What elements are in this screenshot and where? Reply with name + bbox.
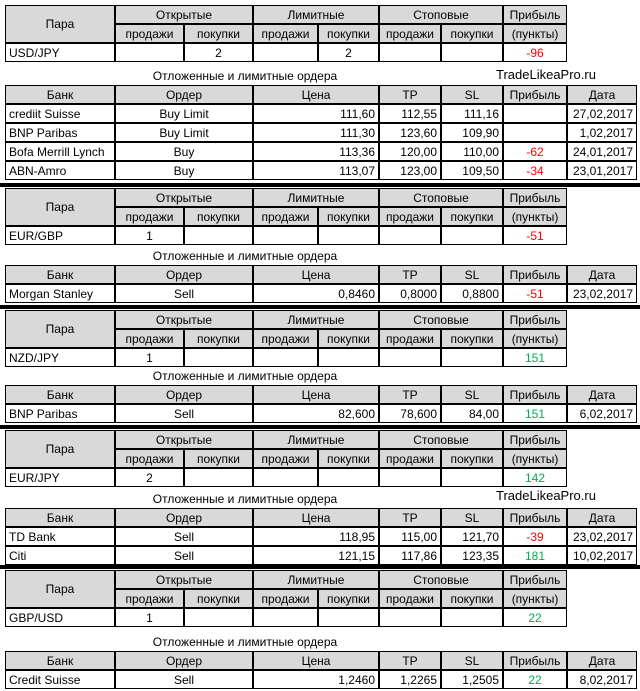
profit-header: Прибыль [503,188,567,207]
stop-header: Стоповые [379,5,503,24]
order-col-sl: SL [441,265,503,284]
sell-subheader: продажи [379,207,441,226]
points-subheader: (пункты) [503,207,567,226]
stop-sell-value [379,226,441,245]
order-profit: -39 [503,527,567,546]
order-col-bank: Банк [5,651,115,670]
watermark-text: TradeLikeaPro.ru [496,67,596,82]
order-tp: 1,2265 [379,670,441,689]
order-date: 23,02,2017 [567,284,637,303]
order-date: 6,02,2017 [567,404,637,423]
order-col-bank: Банк [5,85,115,104]
stop-sell-value [379,608,441,627]
pair-name: EUR/JPY [5,468,115,487]
order-bank: crediit Suisse [5,104,115,123]
order-price: 113,07 [253,161,379,180]
order-sl: 84,00 [441,404,503,423]
limit-buy-value [318,608,379,627]
order-sl: 123,35 [441,546,503,565]
limit-header: Лимитные [253,430,379,449]
sell-subheader: продажи [253,589,318,608]
buy-subheader: покупки [184,449,253,468]
stop-header: Стоповые [379,188,503,207]
open-sell-value [115,43,184,62]
open-buy-value [184,468,253,487]
order-col-price: Цена [253,508,379,527]
points-subheader: (пункты) [503,449,567,468]
pending-orders-title: Отложенные и лимитные ордера [152,634,338,649]
sell-subheader: продажи [379,329,441,348]
sell-subheader: продажи [253,329,318,348]
order-sl: 0,8800 [441,284,503,303]
sell-subheader: продажи [115,207,184,226]
sell-subheader: продажи [253,449,318,468]
order-col-sl: SL [441,85,503,104]
open-sell-value: 1 [115,608,184,627]
buy-subheader: покупки [441,24,503,43]
limit-sell-value [253,348,318,367]
order-sl: 1,2505 [441,670,503,689]
order-type: Buy Limit [115,123,253,142]
pair-profit-value: 151 [503,348,567,367]
buy-subheader: покупки [184,329,253,348]
order-tp: 120,00 [379,142,441,161]
open-sell-value: 2 [115,468,184,487]
profit-header: Прибыль [503,430,567,449]
order-profit: 151 [503,404,567,423]
pair-name: EUR/GBP [5,226,115,245]
order-price: 111,60 [253,104,379,123]
order-col-price: Цена [253,265,379,284]
buy-subheader: покупки [441,207,503,226]
stop-buy-value [441,226,503,245]
limit-sell-value [253,226,318,245]
order-col-date: Дата [567,508,637,527]
order-col-bank: Банк [5,265,115,284]
pair-profit-value: 22 [503,608,567,627]
order-col-price: Цена [253,85,379,104]
buy-subheader: покупки [184,589,253,608]
order-col-tp: TP [379,265,441,284]
order-profit: 22 [503,670,567,689]
order-tp: 112,55 [379,104,441,123]
order-date: 23,02,2017 [567,527,637,546]
order-profit: -51 [503,284,567,303]
limit-sell-value [253,43,318,62]
order-profit: -34 [503,161,567,180]
order-col-date: Дата [567,85,637,104]
open-header: Открытые [115,5,253,24]
order-col-tp: TP [379,85,441,104]
order-type: Sell [115,546,253,565]
order-col-date: Дата [567,651,637,670]
order-tp: 123,60 [379,123,441,142]
order-col-bank: Банк [5,508,115,527]
section-divider [0,565,640,569]
order-col-order: Ордер [115,508,253,527]
limit-header: Лимитные [253,310,379,329]
order-price: 1,2460 [253,670,379,689]
pair-header: Пара [5,188,115,226]
limit-header: Лимитные [253,570,379,589]
sell-subheader: продажи [115,589,184,608]
order-type: Sell [115,404,253,423]
order-col-price: Цена [253,651,379,670]
pair-name: USD/JPY [5,43,115,62]
profit-header: Прибыль [503,570,567,589]
section-divider [0,183,640,187]
stop-sell-value [379,43,441,62]
pair-header: Пара [5,570,115,608]
order-bank: Citi [5,546,115,565]
pending-orders-title: Отложенные и лимитные ордера [152,368,338,383]
order-date: 24,01,2017 [567,142,637,161]
order-col-date: Дата [567,265,637,284]
order-col-sl: SL [441,385,503,404]
order-type: Sell [115,284,253,303]
pair-profit-value: -96 [503,43,567,62]
pair-name: NZD/JPY [5,348,115,367]
pair-header: Пара [5,430,115,468]
order-price: 113,36 [253,142,379,161]
buy-subheader: покупки [184,24,253,43]
order-col-tp: TP [379,508,441,527]
limit-sell-value [253,608,318,627]
order-type: Buy [115,142,253,161]
open-buy-value [184,608,253,627]
order-price: 118,95 [253,527,379,546]
order-sl: 121,70 [441,527,503,546]
profit-header: Прибыль [503,310,567,329]
order-type: Buy [115,161,253,180]
buy-subheader: покупки [441,329,503,348]
order-profit: -62 [503,142,567,161]
order-col-profit: Прибыль [503,385,567,404]
order-profit [503,123,567,142]
order-price: 111,30 [253,123,379,142]
open-header: Открытые [115,430,253,449]
order-price: 0,8460 [253,284,379,303]
order-col-date: Дата [567,385,637,404]
order-col-bank: Банк [5,385,115,404]
open-header: Открытые [115,310,253,329]
order-date: 1,02,2017 [567,123,637,142]
pair-profit-value: 142 [503,468,567,487]
buy-subheader: покупки [318,329,379,348]
sell-subheader: продажи [253,207,318,226]
order-bank: BNP Paribas [5,404,115,423]
sell-subheader: продажи [115,449,184,468]
order-col-profit: Прибыль [503,265,567,284]
order-col-profit: Прибыль [503,651,567,670]
order-tp: 123,00 [379,161,441,180]
stop-header: Стоповые [379,310,503,329]
order-bank: ABN-Amro [5,161,115,180]
buy-subheader: покупки [184,207,253,226]
section-divider [0,305,640,309]
pair-profit-value: -51 [503,226,567,245]
profit-header: Прибыль [503,5,567,24]
order-sl: 110,00 [441,142,503,161]
open-buy-value [184,226,253,245]
pair-header: Пара [5,5,115,43]
order-date: 23,01,2017 [567,161,637,180]
order-col-profit: Прибыль [503,85,567,104]
sell-subheader: продажи [253,24,318,43]
stop-buy-value [441,468,503,487]
buy-subheader: покупки [318,24,379,43]
sell-subheader: продажи [379,449,441,468]
order-type: Sell [115,527,253,546]
stop-buy-value [441,348,503,367]
order-tp: 115,00 [379,527,441,546]
order-col-sl: SL [441,508,503,527]
order-col-order: Ордер [115,385,253,404]
order-col-sl: SL [441,651,503,670]
buy-subheader: покупки [441,589,503,608]
order-col-tp: TP [379,385,441,404]
order-bank: Credit Suisse [5,670,115,689]
points-subheader: (пункты) [503,329,567,348]
points-subheader: (пункты) [503,589,567,608]
limit-sell-value [253,468,318,487]
order-date: 27,02,2017 [567,104,637,123]
sell-subheader: продажи [379,589,441,608]
open-buy-value [184,348,253,367]
limit-header: Лимитные [253,5,379,24]
stop-header: Стоповые [379,430,503,449]
stop-header: Стоповые [379,570,503,589]
limit-buy-value [318,348,379,367]
pending-orders-title: Отложенные и лимитные ордера [152,68,338,83]
order-type: Sell [115,670,253,689]
order-price: 121,15 [253,546,379,565]
open-header: Открытые [115,570,253,589]
order-bank: Bofa Merrill Lynch [5,142,115,161]
section-divider [0,425,640,429]
open-sell-value: 1 [115,348,184,367]
order-col-profit: Прибыль [503,508,567,527]
pending-orders-title: Отложенные и лимитные ордера [152,248,338,263]
buy-subheader: покупки [318,207,379,226]
order-sl: 109,50 [441,161,503,180]
order-col-order: Ордер [115,651,253,670]
sell-subheader: продажи [115,24,184,43]
limit-buy-value: 2 [318,43,379,62]
order-col-tp: TP [379,651,441,670]
order-tp: 117,86 [379,546,441,565]
order-col-order: Ордер [115,265,253,284]
open-sell-value: 1 [115,226,184,245]
order-profit: 181 [503,546,567,565]
order-tp: 78,600 [379,404,441,423]
open-header: Открытые [115,188,253,207]
limit-buy-value [318,226,379,245]
stop-buy-value [441,608,503,627]
pair-name: GBP/USD [5,608,115,627]
sell-subheader: продажи [379,24,441,43]
order-col-price: Цена [253,385,379,404]
order-col-order: Ордер [115,85,253,104]
order-bank: TD Bank [5,527,115,546]
sell-subheader: продажи [115,329,184,348]
pair-header: Пара [5,310,115,348]
order-tp: 0,8000 [379,284,441,303]
order-price: 82,600 [253,404,379,423]
stop-buy-value [441,43,503,62]
buy-subheader: покупки [318,449,379,468]
order-sl: 109,90 [441,123,503,142]
order-date: 10,02,2017 [567,546,637,565]
limit-header: Лимитные [253,188,379,207]
order-date: 8,02,2017 [567,670,637,689]
open-buy-value: 2 [184,43,253,62]
order-bank: BNP Paribas [5,123,115,142]
watermark-text: TradeLikeaPro.ru [496,488,596,503]
stop-sell-value [379,348,441,367]
order-profit [503,104,567,123]
order-type: Buy Limit [115,104,253,123]
pending-orders-title: Отложенные и лимитные ордера [152,491,338,506]
buy-subheader: покупки [441,449,503,468]
stop-sell-value [379,468,441,487]
limit-buy-value [318,468,379,487]
buy-subheader: покупки [318,589,379,608]
order-sl: 111,16 [441,104,503,123]
order-bank: Morgan Stanley [5,284,115,303]
points-subheader: (пункты) [503,24,567,43]
